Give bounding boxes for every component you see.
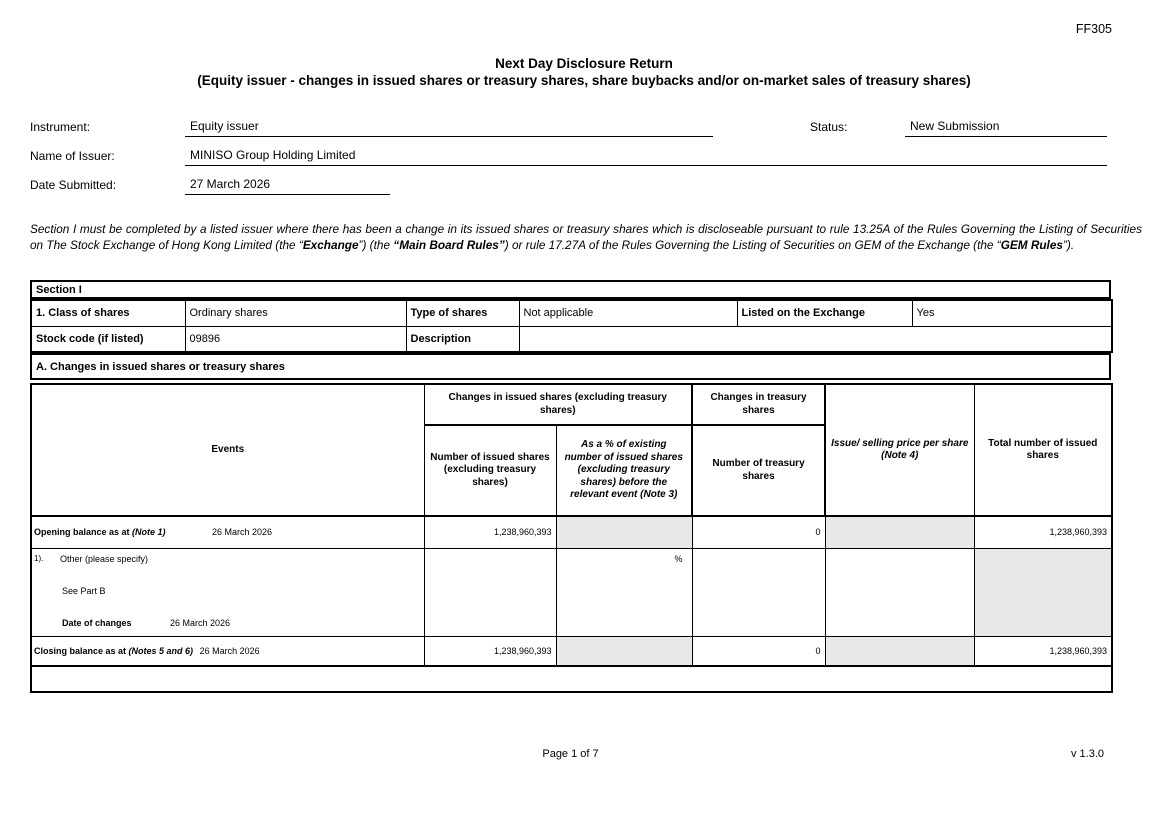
total-shares-column-header: Total number of issued shares [974, 384, 1112, 516]
class-of-shares-value: Ordinary shares [185, 300, 406, 326]
section1-header-bar: Section I [30, 280, 1111, 299]
part-a-header-bar: A. Changes in issued shares or treasury shares [30, 353, 1111, 380]
form-code: FF305 [1075, 22, 1112, 36]
issued-shares-group-header: Changes in issued shares (excluding treasury shares) [424, 384, 692, 425]
closing-balance-row [31, 636, 1112, 666]
event-description-cell [31, 548, 424, 636]
description-label: Description [406, 326, 519, 352]
listed-on-exchange-label: Listed on the Exchange [737, 300, 912, 326]
event-total-cell-shaded [974, 548, 1112, 636]
status-label: Status: [810, 120, 848, 134]
intro-text-1: Section I must be completed by a listed issuer where there has been a change in its issued shares or treasury shares which is discloseable pursuant to rule 13.25A of the Rules Governing the Listing of Securities on The Stock Exchange of Hong Kong Limited (the “ [30, 222, 1142, 252]
version-label: v 1.3.0 [1070, 748, 1104, 760]
closing-total-cell: 1,238,960,393 [974, 636, 1112, 666]
opening-percent-cell-shaded [556, 516, 692, 548]
changes-table [30, 383, 1113, 693]
page-subtitle: (Equity issuer - changes in issued shares or treasury shares, share buybacks and/or on-market sales of treasury shares) [197, 73, 971, 88]
event-lines [34, 549, 422, 636]
instrument-label: Instrument: [30, 120, 91, 134]
closing-num-treasury-cell: 0 [692, 636, 825, 666]
opening-balance-label-cell [31, 516, 424, 548]
page-title: Next Day Disclosure Return [495, 56, 673, 71]
section1-table [30, 299, 1113, 353]
intro-bold-gem-rules: GEM Rules [1000, 237, 1063, 252]
price-column-header: Issue/ selling price per share (Note 4) [825, 384, 974, 516]
type-of-shares-value: Not applicable [519, 300, 737, 326]
status-value: New Submission [905, 117, 1107, 137]
event-price-cell [825, 548, 974, 636]
opening-price-cell-shaded [825, 516, 974, 548]
event-row [31, 548, 1112, 636]
event-percent-cell: % [556, 548, 692, 636]
event-detail: See Part B [62, 585, 106, 596]
closing-balance-label-cell [31, 636, 424, 666]
percent-column-header: As a % of existing number of issued shares (excluding treasury shares) before the relevant event (Note 3) [556, 425, 692, 516]
opening-num-treasury-cell: 0 [692, 516, 825, 548]
stock-code-row [31, 326, 1112, 352]
issuer-name-label: Name of Issuer: [30, 149, 115, 163]
event-name: Other (please specify) [60, 553, 149, 564]
type-of-shares-label: Type of shares [406, 300, 519, 326]
opening-balance-row [31, 516, 1112, 548]
title-block [0, 56, 1168, 88]
closing-balance-label: Closing balance as at (Notes 5 and 6) [34, 645, 194, 656]
empty-spacer-cell [31, 666, 1112, 692]
event-index: 1). [34, 553, 44, 563]
event-num-issued-cell [424, 548, 556, 636]
opening-balance-note: (Note 1) [132, 527, 166, 538]
instrument-value: Equity issuer [185, 117, 713, 137]
event-line-3 [62, 618, 422, 628]
class-of-shares-label: 1. Class of shares [31, 300, 185, 326]
opening-total-cell: 1,238,960,393 [974, 516, 1112, 548]
closing-percent-cell-shaded [556, 636, 692, 666]
intro-bold-exchange: Exchange [302, 237, 359, 252]
empty-spacer-row [31, 666, 1112, 692]
intro-text-2: ”) (the [358, 237, 394, 252]
intro-text-4: ”). [1062, 237, 1075, 252]
treasury-shares-group-header: Changes in treasury shares [692, 384, 825, 425]
class-of-shares-row [31, 300, 1112, 326]
description-value [519, 326, 1112, 352]
closing-balance-date: 26 March 2026 [199, 645, 260, 656]
date-submitted-label: Date Submitted: [30, 178, 117, 192]
listed-on-exchange-value: Yes [912, 300, 1112, 326]
closing-price-cell-shaded [825, 636, 974, 666]
page-number: Page 1 of 7 [542, 748, 599, 760]
closing-balance-note: (Notes 5 and 6) [128, 645, 194, 656]
date-submitted-value: 27 March 2026 [185, 175, 390, 195]
opening-balance-label: Opening balance as at (Note 1) [34, 527, 166, 538]
stock-code-label: Stock code (if listed) [31, 326, 185, 352]
events-column-header: Events [31, 384, 424, 516]
intro-bold-main-board-rules: “Main Board Rules” [393, 237, 505, 252]
intro-text-3: ) or rule 17.27A of the Rules Governing the Listing of Securities on GEM of the Exchange (the “ [504, 237, 1001, 252]
date-of-changes-label: Date of changes [62, 617, 132, 628]
table-group-header-row [31, 384, 1112, 425]
event-line-1 [34, 554, 422, 564]
stock-code-value: 09896 [185, 326, 406, 352]
opening-balance-date: 26 March 2026 [212, 527, 273, 538]
num-issued-shares-column-header: Number of issued shares (excluding treasury shares) [424, 425, 556, 516]
num-treasury-shares-column-header: Number of treasury shares [692, 425, 825, 516]
date-of-changes-value: 26 March 2026 [170, 617, 231, 628]
issuer-name-value: MINISO Group Holding Limited [185, 146, 1107, 166]
closing-num-issued-cell: 1,238,960,393 [424, 636, 556, 666]
event-num-treasury-cell [692, 548, 825, 636]
intro-paragraph [30, 222, 1142, 253]
opening-num-issued-cell: 1,238,960,393 [424, 516, 556, 548]
